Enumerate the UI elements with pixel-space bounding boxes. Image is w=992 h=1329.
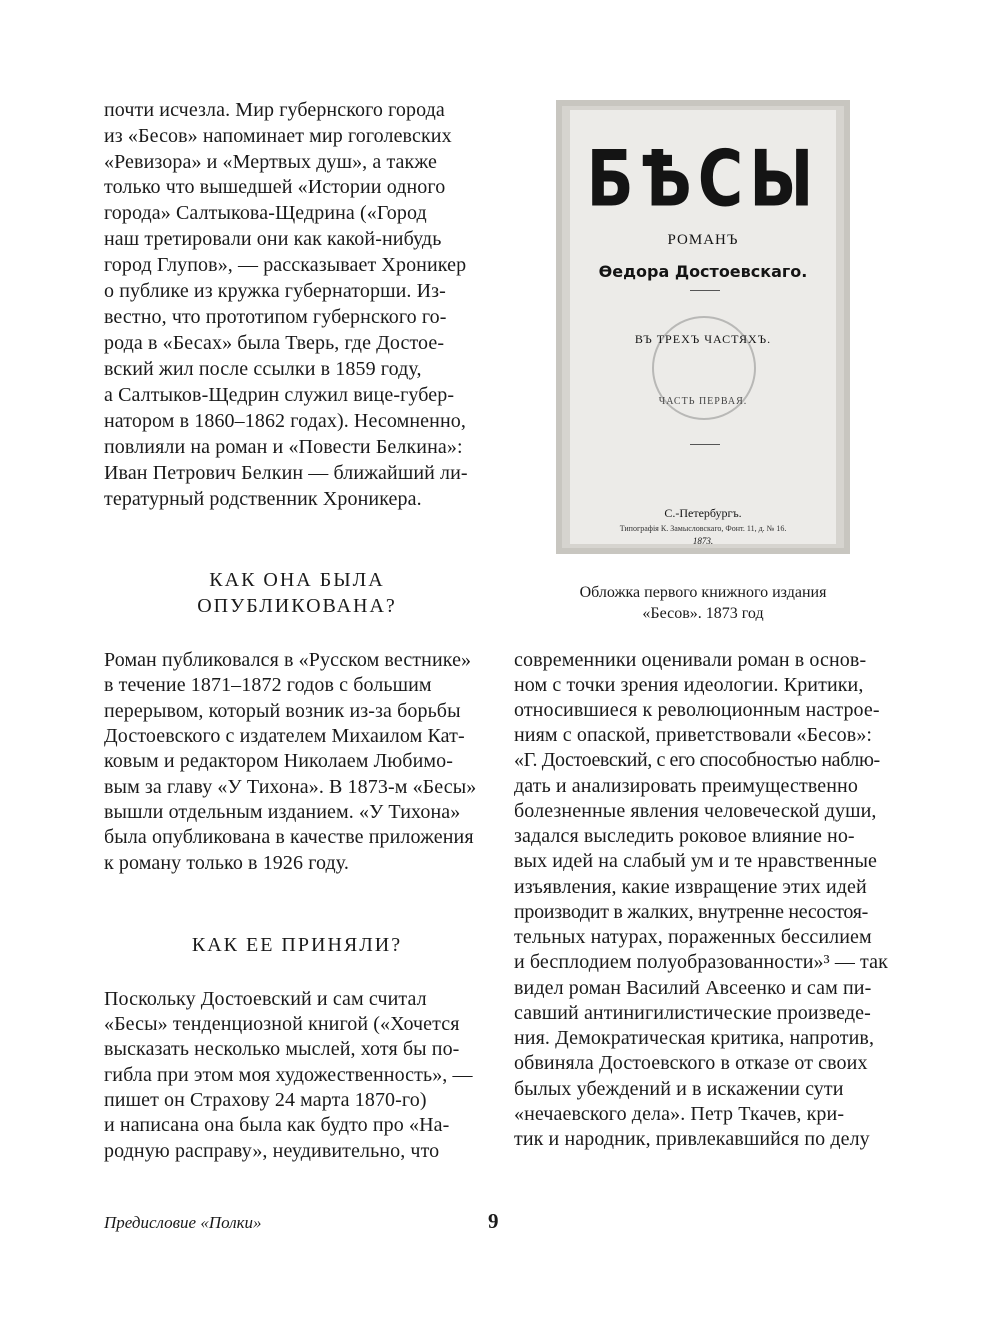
- cover-printer: Типографія К. Замысловскаго, Фонт. 11, д. № 16.: [619, 524, 787, 533]
- text-line: вых идей на слабый ум и те нравственные: [514, 850, 878, 872]
- text-line: родную расправу», неудивительно, что: [104, 1140, 440, 1162]
- cover-title: БѢСЫ: [586, 132, 820, 225]
- text-line: тик и народник, привлекавшийся по делу: [514, 1128, 870, 1150]
- text-line: дать и анализировать преимущественно: [514, 775, 858, 797]
- cover-parts: ВЪ ТРЕХЪ ЧАСТЯХЪ.: [634, 332, 772, 346]
- text-line: и бесплодием полуобразованности»³ — так: [514, 951, 888, 973]
- cover-genre: РОМАНЪ: [667, 232, 739, 248]
- text-line: задался выследить роковое влияние но-: [514, 825, 855, 847]
- text-line: Достоевского с издателем Михаилом Кат-: [104, 725, 465, 747]
- cover-part-one: ЧАСТЬ ПЕРВАЯ.: [658, 396, 748, 407]
- cover-rule: [690, 290, 720, 291]
- text-line: в течение 1871–1872 годов с большим: [104, 674, 432, 696]
- text-line: к роману только в 1926 году.: [104, 852, 349, 874]
- caption-line: Обложка первого книжного издания: [579, 584, 827, 601]
- text-line: современники оценивали роман в основ-: [514, 649, 867, 671]
- heading-line: ОПУБЛИКОВАНА?: [197, 595, 397, 617]
- text-line: рода в «Бесах» была Тверь, где Достое-: [104, 332, 445, 354]
- text-line: Поскольку Достоевский и сам считал: [104, 988, 427, 1010]
- text-line: была опубликована в качестве приложения: [104, 826, 474, 848]
- text-line: пишет он Страхову 24 марта 1870-го): [104, 1089, 427, 1111]
- text-line: о публике из кружка губернаторши. Из-: [104, 280, 446, 302]
- text-line: почти исчезла. Мир губернского города: [104, 99, 445, 121]
- text-line: ковым и редактором Николаем Любимо-: [104, 750, 453, 772]
- text-line: «Бесы» тенденциозной книгой («Хочется: [104, 1013, 460, 1035]
- text-line: ния. Демократическая критика, напротив,: [514, 1027, 875, 1049]
- text-line: ниям с опаской, приветствовали «Бесов»:: [514, 724, 873, 746]
- book-cover-image: [556, 100, 850, 554]
- text-line: натором в 1860–1862 годах). Несомненно,: [104, 410, 466, 432]
- text-line: вестно, что прототипом губернского го-: [104, 306, 447, 328]
- text-line: а Салтыков-Щедрин служил вице-губер-: [104, 384, 455, 406]
- text-line: «нечаевского дела». Петр Ткачев, кри-: [514, 1103, 845, 1125]
- text-line: только что вышедшей «Истории одного: [104, 176, 446, 198]
- text-line: из «Бесов» напоминает мир гоголевских: [104, 125, 452, 147]
- cover-city: С.-Петербургъ.: [664, 506, 742, 520]
- text-line: наш третировали они как какой-нибудь: [104, 228, 442, 250]
- text-line: производит в жалких, внутренне несостоя-: [514, 901, 868, 923]
- text-line: перерывом, который возник из-за борьбы: [104, 700, 461, 722]
- text-line: гибла при этом моя художественность», —: [104, 1064, 473, 1086]
- caption-line: «Бесов». 1873 год: [642, 605, 764, 622]
- text-line: города» Салтыкова-Щедрина («Город: [104, 202, 427, 224]
- cover-author: Ѳедора Достоевскаго.: [598, 262, 808, 281]
- text-line: «Г. Достоевский, с его способностью наблю-: [514, 749, 880, 771]
- cover-year: 1873.: [692, 536, 714, 546]
- text-line: вский жил после ссылки в 1859 году,: [104, 358, 422, 380]
- running-footer: Предисловие «Полки»: [104, 1213, 262, 1232]
- text-line: вым за главу «У Тихона». В 1873-м «Бесы»: [104, 776, 477, 798]
- text-line: город Глупов», — рассказывает Хроникер: [104, 254, 467, 276]
- text-line: относившиеся к революционным настрое-: [514, 699, 880, 721]
- text-line: ном с точки зрения идеологии. Критики,: [514, 674, 864, 696]
- text-line: видел роман Василий Авсеенко и сам пи-: [514, 977, 872, 999]
- text-line: и написана она была как будто про «На-: [104, 1114, 450, 1136]
- heading-line: КАК ОНА БЫЛА: [209, 569, 385, 591]
- text-line: обвиняла Достоевского в отказе от своих: [514, 1052, 868, 1074]
- text-line: савший антинигилистические произведе-: [514, 1002, 871, 1024]
- text-line: высказать несколько мыслей, хотя бы по-: [104, 1038, 460, 1060]
- text-line: вышли отдельным изданием. «У Тихона»: [104, 801, 461, 823]
- text-line: Иван Петрович Белкин — ближайший ли-: [104, 462, 468, 484]
- text-line: повлияли на роман и «Повести Белкина»:: [104, 436, 463, 458]
- text-line: болезненные явления человеческой души,: [514, 800, 877, 822]
- text-line: былых убеждений и в искажении сути: [514, 1078, 844, 1100]
- text-line: тературный родственник Хроникера.: [104, 488, 422, 510]
- text-line: изъявления, какие извращение этих идей: [514, 876, 867, 898]
- text-line: Роман публиковался в «Русском вестнике»: [104, 649, 472, 671]
- section-heading-reception: КАК ЕЕ ПРИНЯЛИ?: [191, 934, 403, 956]
- page-number: 9: [488, 1209, 499, 1233]
- cover-page: [570, 110, 836, 544]
- cover-rule: [690, 444, 720, 445]
- text-line: «Ревизора» и «Мертвых душ», а также: [104, 151, 437, 173]
- text-line: тельных натурах, пораженных бессилием: [514, 926, 872, 948]
